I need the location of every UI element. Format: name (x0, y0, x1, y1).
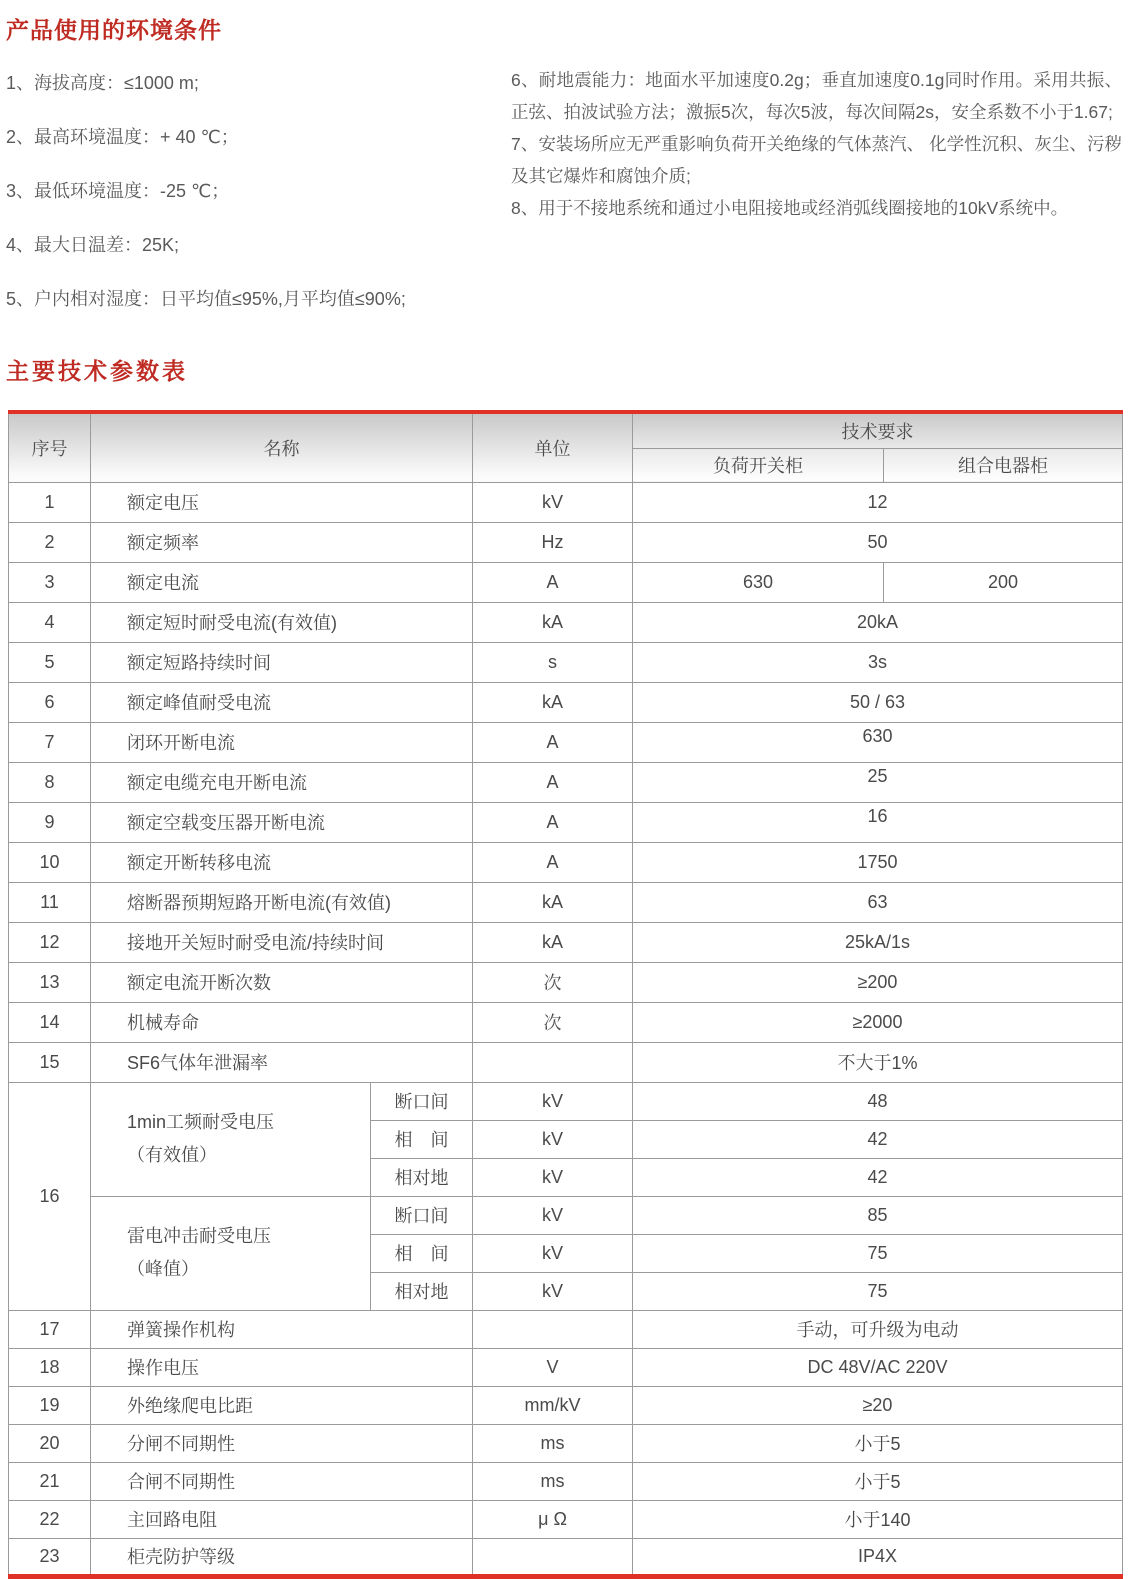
technical-parameters-table (8, 410, 1123, 1579)
row-name: 熔断器预期短路开断电流(有效值) (91, 882, 473, 922)
row-value: 20kA (633, 602, 1123, 642)
row-unit: kA (473, 682, 633, 722)
row-unit: kA (473, 922, 633, 962)
table-row (9, 522, 1123, 562)
table-row (9, 642, 1123, 682)
table-row (9, 1424, 1123, 1462)
row-name: 主回路电阻 (91, 1500, 473, 1538)
row-name: 额定电流开断次数 (91, 962, 473, 1002)
row-value: 12 (633, 482, 1123, 522)
row-value: 42 (633, 1158, 1123, 1196)
row-unit: kV (473, 1196, 633, 1234)
row-value: 不大于1% (633, 1042, 1123, 1082)
row-no: 18 (9, 1348, 91, 1386)
row-no: 1 (9, 482, 91, 522)
row-unit (473, 1538, 633, 1576)
row-unit: kV (473, 1234, 633, 1272)
row-no: 14 (9, 1002, 91, 1042)
table-row (9, 962, 1123, 1002)
row-unit: kV (473, 1120, 633, 1158)
table-row (9, 1386, 1123, 1424)
row-value: 50 (633, 522, 1123, 562)
row-name: 弹簧操作机构 (91, 1310, 473, 1348)
row-name: 外绝缘爬电比距 (91, 1386, 473, 1424)
row-sublabel: 断口间 (371, 1082, 473, 1120)
row-unit (473, 1310, 633, 1348)
col-header-unit: 单位 (473, 412, 633, 482)
row-value: 小于5 (633, 1424, 1123, 1462)
row-unit: V (473, 1348, 633, 1386)
row-no: 13 (9, 962, 91, 1002)
row-name: 额定短路持续时间 (91, 642, 473, 682)
row-unit: A (473, 722, 633, 762)
row-name: 额定频率 (91, 522, 473, 562)
row-name-line1: 1min工频耐受电压 (127, 1112, 275, 1132)
row-value: IP4X (633, 1538, 1123, 1576)
row-name-line2: （有效值） (127, 1145, 217, 1165)
row-no: 12 (9, 922, 91, 962)
env-item-7: 7、安装场所应无严重影响负荷开关绝缘的气体蒸汽、 化学性沉积、灰尘、污秽及其它爆炸和腐蚀介质; (511, 134, 1122, 186)
table-row-16 (9, 1082, 1123, 1120)
environment-list-left (6, 69, 511, 339)
section-title-parameters: 主要技术参数表 (6, 358, 188, 384)
row-unit: kV (473, 482, 633, 522)
table-row (9, 1462, 1123, 1500)
row-unit: kV (473, 1272, 633, 1310)
row-value: 63 (633, 882, 1123, 922)
row-no: 3 (9, 562, 91, 602)
env-item-3: 3、最低环境温度：-25 ℃； (6, 181, 230, 201)
row-name-power-frequency (91, 1082, 371, 1196)
row-unit: ms (473, 1462, 633, 1500)
row-unit: A (473, 842, 633, 882)
row-sublabel: 相 间 (371, 1234, 473, 1272)
col-header-combined-cabinet: 组合电器柜 (884, 448, 1123, 482)
row-value: 630 (633, 722, 1123, 762)
row-no: 4 (9, 602, 91, 642)
row-no: 11 (9, 882, 91, 922)
row-unit: kA (473, 882, 633, 922)
row-unit: 次 (473, 962, 633, 1002)
row-value: 小于5 (633, 1462, 1123, 1500)
row-value: 50 / 63 (633, 682, 1123, 722)
row-value: 85 (633, 1196, 1123, 1234)
row-name: 额定电压 (91, 482, 473, 522)
row-unit: s (473, 642, 633, 682)
row-name: 机械寿命 (91, 1002, 473, 1042)
row-no: 17 (9, 1310, 91, 1348)
row-unit: kA (473, 602, 633, 642)
table-row (9, 1002, 1123, 1042)
table-row (9, 602, 1123, 642)
row-no: 8 (9, 762, 91, 802)
row-unit: kV (473, 1082, 633, 1120)
row-value: ≥200 (633, 962, 1123, 1002)
row-unit: A (473, 762, 633, 802)
row-name: SF6气体年泄漏率 (91, 1042, 473, 1082)
row-value: 42 (633, 1120, 1123, 1158)
environment-conditions (6, 67, 1122, 339)
row-value: 手动，可升级为电动 (633, 1310, 1123, 1348)
env-item-2: 2、最高环境温度：+ 40 ℃； (6, 127, 239, 147)
row-value: 75 (633, 1234, 1123, 1272)
table-row (9, 762, 1123, 802)
row-value: 3s (633, 642, 1123, 682)
row-unit: kV (473, 1158, 633, 1196)
env-item-6: 6、耐地震能力：地面水平加速度0.2g；垂直加速度0.1g同时作用。采用共振、正弦、拍波试验方法；激振5次，每次5波，每次间隔2s，安全系数不小于1.67; (511, 70, 1122, 122)
row-no: 9 (9, 802, 91, 842)
table-row (9, 1042, 1123, 1082)
row-name: 额定开断转移电流 (91, 842, 473, 882)
row-no: 10 (9, 842, 91, 882)
row-value: ≥2000 (633, 1002, 1123, 1042)
row-name: 额定电缆充电开断电流 (91, 762, 473, 802)
row-sublabel: 相对地 (371, 1158, 473, 1196)
row-value: 小于140 (633, 1500, 1123, 1538)
row-value: DC 48V/AC 220V (633, 1348, 1123, 1386)
row-unit: A (473, 802, 633, 842)
row-value: 25 (633, 762, 1123, 802)
row-unit: A (473, 562, 633, 602)
row-name-lightning-impulse (91, 1196, 371, 1310)
row-name: 操作电压 (91, 1348, 473, 1386)
row-name: 接地开关短时耐受电流/持续时间 (91, 922, 473, 962)
row-no: 16 (9, 1082, 91, 1310)
row-no: 6 (9, 682, 91, 722)
row-name: 额定电流 (91, 562, 473, 602)
row-sublabel: 相 间 (371, 1120, 473, 1158)
row-value: 48 (633, 1082, 1123, 1120)
row-value: ≥20 (633, 1386, 1123, 1424)
table-row (9, 842, 1123, 882)
row-unit: ms (473, 1424, 633, 1462)
env-item-5: 5、户内相对湿度：日平均值≤95%,月平均值≤90%; (6, 289, 406, 309)
row-sublabel: 相对地 (371, 1272, 473, 1310)
col-header-load-switch-cabinet: 负荷开关柜 (633, 448, 884, 482)
row-value: 1750 (633, 842, 1123, 882)
row-name: 闭环开断电流 (91, 722, 473, 762)
row-name: 柜壳防护等级 (91, 1538, 473, 1576)
table-row (9, 1348, 1123, 1386)
row-no: 19 (9, 1386, 91, 1424)
row-no: 2 (9, 522, 91, 562)
col-header-name: 名称 (91, 412, 473, 482)
col-header-no: 序号 (9, 412, 91, 482)
table-row (9, 882, 1123, 922)
row-name: 额定峰值耐受电流 (91, 682, 473, 722)
row-unit: μ Ω (473, 1500, 633, 1538)
row-name: 额定空载变压器开断电流 (91, 802, 473, 842)
row-name-line2: （峰值） (127, 1259, 199, 1279)
section-title-environment: 产品使用的环境条件 (6, 17, 222, 43)
row-name: 合闸不同期性 (91, 1462, 473, 1500)
env-item-1: 1、海拔高度：≤1000 m; (6, 73, 199, 93)
table-row (9, 1310, 1123, 1348)
row-value: 16 (633, 802, 1123, 842)
col-header-tech-requirements: 技术要求 (633, 412, 1123, 448)
row-no: 15 (9, 1042, 91, 1082)
row-unit: 次 (473, 1002, 633, 1042)
row-value-combined: 200 (884, 562, 1123, 602)
env-item-8: 8、用于不接地系统和通过小电阻接地或经消弧线圈接地的10kV系统中。 (511, 198, 1069, 218)
table-row (9, 922, 1123, 962)
table-row (9, 1538, 1123, 1576)
table-row-16 (9, 1196, 1123, 1234)
row-no: 21 (9, 1462, 91, 1500)
environment-list-right (511, 64, 1122, 224)
row-no: 22 (9, 1500, 91, 1538)
row-value: 25kA/1s (633, 922, 1123, 962)
table-row (9, 1500, 1123, 1538)
row-name: 分闸不同期性 (91, 1424, 473, 1462)
table-row (9, 722, 1123, 762)
row-name-line1: 雷电冲击耐受电压 (127, 1226, 271, 1246)
row-no: 7 (9, 722, 91, 762)
table-row (9, 562, 1123, 602)
table-row (9, 482, 1123, 522)
env-item-4: 4、最大日温差：25K; (6, 235, 180, 255)
row-value-load-switch: 630 (633, 562, 884, 602)
row-no: 20 (9, 1424, 91, 1462)
table-row (9, 802, 1123, 842)
row-no: 5 (9, 642, 91, 682)
row-unit: mm/kV (473, 1386, 633, 1424)
row-value: 75 (633, 1272, 1123, 1310)
row-no: 23 (9, 1538, 91, 1576)
table-row (9, 682, 1123, 722)
row-unit: Hz (473, 522, 633, 562)
row-name: 额定短时耐受电流(有效值) (91, 602, 473, 642)
row-sublabel: 断口间 (371, 1196, 473, 1234)
row-unit (473, 1042, 633, 1082)
